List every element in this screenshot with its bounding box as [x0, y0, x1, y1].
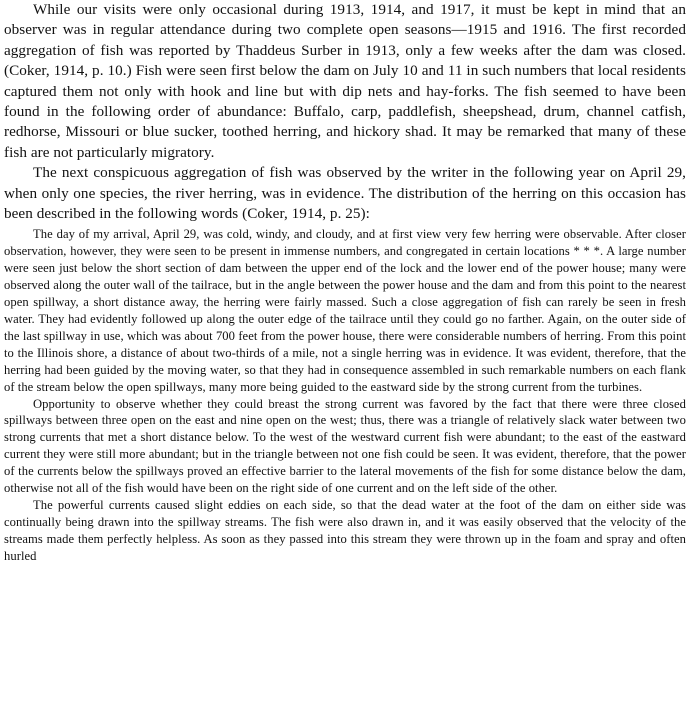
- quote-paragraph-2: Opportunity to observe whether they could breast the strong current was favored by the fact that there were three closed spillways between three open on the east and nine open on the west; thus, there was a triangle of relatively slack water between two strong currents that met a short distance below. To the west of the westward current fish were abundant; to the east of the eastward current they were still more abundant; but in the triangle between not one fish could be seen. It was evident, therefore, that the power of the currents below the spillways proved an effective barrier to the lateral movements of the fish for some distance below the dam, otherwise not all of the fish would have been on the right side of one current and on the left side of the other.: [4, 396, 686, 496]
- block-quotation: [4, 226, 686, 564]
- body-paragraph-2: The next conspicuous aggregation of fish was observed by the writer in the following year on April 29, when only one species, the river herring, was in evidence. The distribution of the herring on this occasion has been described in the following words (Coker, 1914, p. 25):: [4, 164, 686, 223]
- quote-paragraph-3: The powerful currents caused slight eddies on each side, so that the dead water at the foot of the dam on either side was continually being drawn into the spillway streams. The fish were also drawn in, and it was easily observed that the velocity of the streams made them perfectly helpless. As soon as they passed into this stream they were thrown up in the foam and spray and often hurled: [4, 497, 686, 563]
- body-paragraph-1: While our visits were only occasional during 1913, 1914, and 1917, it must be kept in mind that an observer was in regular attendance during two complete open seasons—1915 and 1916. The first recorded aggregation of fish was reported by Thaddeus Surber in 1913, only a few weeks after the dam was closed. (Coker, 1914, p. 10.) Fish were seen first below the dam on July 10 and 11 in such numbers that local residents captured them not only with hook and line but with dip nets and hay-forks. The fish seemed to have been found in the following order of abundance: Buffalo, carp, paddlefish, sheepshead, drum, channel catfish, redhorse, Missouri or blue sucker, toothed herring, and hickory shad. It may be remarked that many of these fish are not particularly migratory.: [4, 1, 686, 161]
- quote-paragraph-1: The day of my arrival, April 29, was cold, windy, and cloudy, and at first view very few herring were observable. After closer observation, however, they were seen to be present in immense numbers, and congregated in certain locations * * *. A large number were seen just below the short section of dam between the upper end of the lock and the lower end of the power house; many were observed along the outer wall of the tailrace, but in the angle between the power house and the dam and from this point to the nearest open spillway, a short distance away, the herring were fairly massed. Such a close aggregation of fish can rarely be seen in fresh water. They had evidently followed up along the outer edge of the tailrace until they could go no farther. Again, on the outer side of the last spillway in use, which was about 700 feet from the power house, there were considerable numbers of herring. From this point to the Illinois shore, a distance of about two-thirds of a mile, not a single herring was in evidence. It was evident, therefore, that the herring had been guided by the moving water, so that they had in consequence assembled in such remarkable numbers on each flank of the stream below the open spillways, many more being guided to the eastward side by the strong current from the turbines.: [4, 227, 686, 394]
- document-page: [4, 0, 686, 565]
